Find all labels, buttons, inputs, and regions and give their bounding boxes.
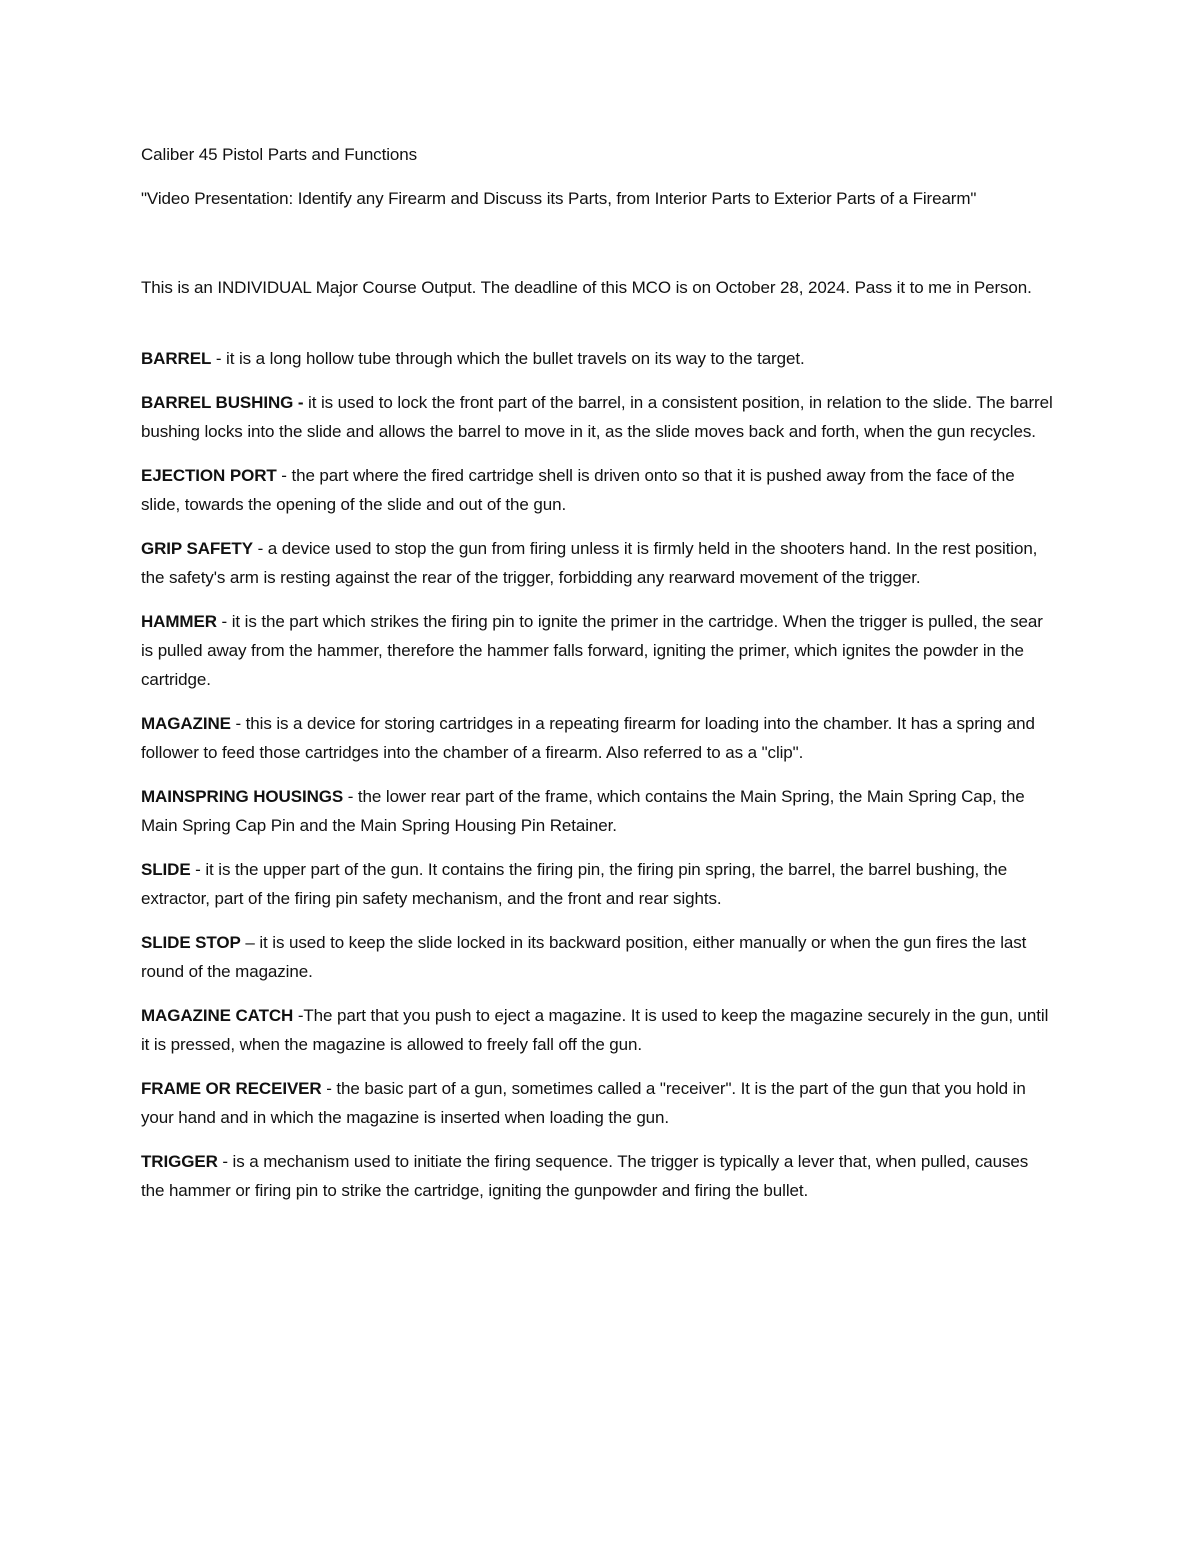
part-description: - the lower rear part of the frame, which contains the Main Spring, the Main Spring Cap, the Main Spring Cap Pin and the Main Spring Housing Pin Retainer. bbox=[141, 787, 1025, 835]
part-term: EJECTION PORT bbox=[141, 466, 277, 485]
part-ejection-port bbox=[141, 461, 1056, 519]
document-title: Caliber 45 Pistol Parts and Functions bbox=[141, 145, 417, 164]
part-slide bbox=[141, 855, 1056, 913]
part-description: - it is the upper part of the gun. It contains the firing pin, the firing pin spring, the barrel, the barrel bushing, the extractor, part of the firing pin safety mechanism, and the front and rear sights. bbox=[141, 860, 1008, 908]
part-term: MAGAZINE CATCH bbox=[141, 1006, 294, 1025]
part-term: BARREL BUSHING - bbox=[141, 393, 304, 412]
part-magazine-catch bbox=[141, 1001, 1056, 1059]
part-grip-safety bbox=[141, 534, 1056, 592]
document-subtitle: "Video Presentation: Identify any Firearm and Discuss its Parts, from Interior Parts to Exterior Parts of a Firearm" bbox=[141, 189, 977, 208]
part-description: it is used to lock the front part of the barrel, in a consistent position, in relation to the slide. The barrel bushing locks into the slide and allows the barrel to move in it, as the slide moves back and forth, when the gun recycles. bbox=[141, 393, 1053, 441]
part-term: TRIGGER bbox=[141, 1152, 218, 1171]
part-term: HAMMER bbox=[141, 612, 217, 631]
part-term: GRIP SAFETY bbox=[141, 539, 253, 558]
document-page bbox=[141, 140, 1056, 1220]
part-term: SLIDE STOP bbox=[141, 933, 241, 952]
part-term: FRAME OR RECEIVER bbox=[141, 1079, 322, 1098]
part-description: - it is the part which strikes the firing pin to ignite the primer in the cartridge. When the trigger is pulled, the sear is pulled away from the hammer, therefore the hammer falls forward, igniting the primer, which ignites the powder in the cartridge. bbox=[141, 612, 1043, 689]
part-mainspring-housings bbox=[141, 782, 1056, 840]
part-description: - is a mechanism used to initiate the firing sequence. The trigger is typically a lever that, when pulled, causes the hammer or firing pin to strike the cartridge, igniting the gunpowder and firing the bullet. bbox=[141, 1152, 1029, 1200]
part-description: -The part that you push to eject a magazine. It is used to keep the magazine securely in the gun, until it is pressed, when the magazine is allowed to freely fall off the gun. bbox=[141, 1006, 1049, 1054]
intro-paragraph: This is an INDIVIDUAL Major Course Output. The deadline of this MCO is on October 28, 2024. Pass it to me in Person. bbox=[141, 278, 1032, 297]
part-term: BARREL bbox=[141, 349, 212, 368]
part-term: SLIDE bbox=[141, 860, 191, 879]
part-frame-or-receiver bbox=[141, 1074, 1056, 1132]
part-description: - the part where the fired cartridge shell is driven onto so that it is pushed away from the face of the slide, towards the opening of the slide and out of the gun. bbox=[141, 466, 1015, 514]
part-hammer bbox=[141, 607, 1056, 694]
part-slide-stop bbox=[141, 928, 1056, 986]
part-description: - the basic part of a gun, sometimes called a "receiver". It is the part of the gun that you hold in your hand and in which the magazine is inserted when loading the gun. bbox=[141, 1079, 1026, 1127]
part-magazine bbox=[141, 709, 1056, 767]
part-description: - this is a device for storing cartridges in a repeating firearm for loading into the chamber. It has a spring and follower to feed those cartridges into the chamber of a firearm. Also referred to as a "clip". bbox=[141, 714, 1035, 762]
part-trigger bbox=[141, 1147, 1056, 1205]
part-term: MAINSPRING HOUSINGS bbox=[141, 787, 344, 806]
part-description: - a device used to stop the gun from firing unless it is firmly held in the shooters hand. In the rest position, the safety's arm is resting against the rear of the trigger, forbidding any rearward movement of the trigger. bbox=[141, 539, 1038, 587]
part-description: – it is used to keep the slide locked in its backward position, either manually or when the gun fires the last round of the magazine. bbox=[141, 933, 1027, 981]
part-barrel-bushing bbox=[141, 388, 1056, 446]
part-term: MAGAZINE bbox=[141, 714, 231, 733]
part-description: - it is a long hollow tube through which the bullet travels on its way to the target. bbox=[211, 349, 805, 368]
part-barrel bbox=[141, 344, 1056, 373]
